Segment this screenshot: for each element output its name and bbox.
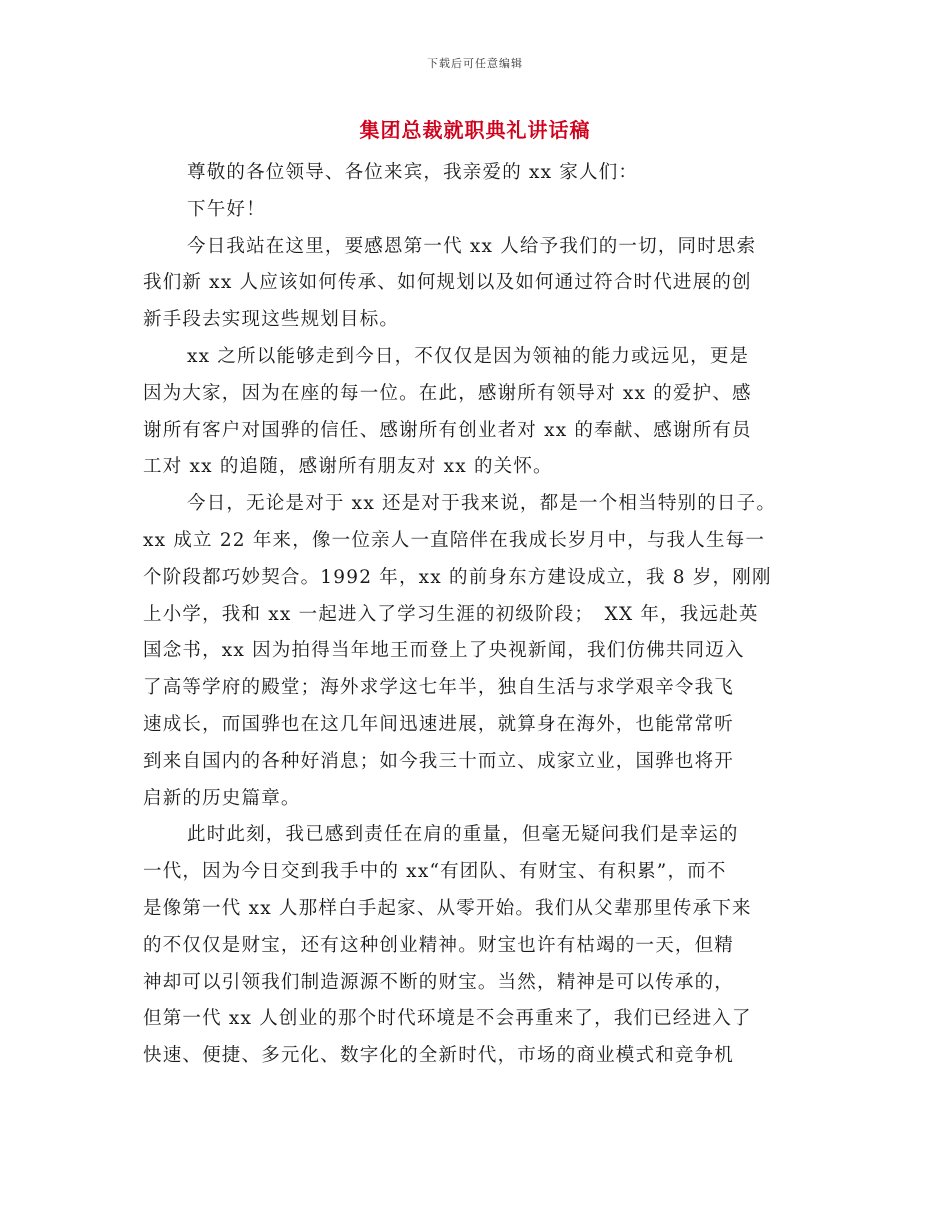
body-line: 速成长，而国骅也在这几年间迅速进展，就算身在海外，也能常常听 — [143, 713, 735, 735]
body-line: 一代，因为今日交到我手中的 xx“有团队、有财宝、有积累”，而不 — [143, 861, 727, 883]
body-line: 是像第一代 xx 人那样白手起家、从零开始。我们从父辈那里传承下来 — [143, 897, 752, 919]
body-line: 今日，无论是对于 xx 还是对于我来说，都是一个相当特别的日子。 — [187, 493, 777, 515]
body-line: 神却可以引领我们制造源源不断的财宝。当然，精神是可以传承的， — [143, 971, 735, 993]
document-body — [143, 155, 823, 1075]
body-line: 此时此刻，我已感到责任在肩的重量，但毫无疑问我们是幸运的 — [187, 824, 739, 846]
body-line: 但第一代 xx 人创业的那个时代环境是不会再重来了，我们已经进入了 — [143, 1008, 752, 1030]
body-line: 新手段去实现这些规划目标。 — [143, 309, 400, 331]
header-note: 下载后可任意编辑 — [427, 57, 523, 70]
body-line: 上小学，我和 xx 一起进入了学习生涯的初级阶段； XX 年，我远赴英 — [143, 603, 759, 625]
body-line: 我们新 xx 人应该如何传承、如何规划以及如何通过符合时代进展的创 — [143, 272, 752, 294]
body-line: 个阶段都巧妙契合。1992 年，xx 的前身东方建设成立，我 8 岁，刚刚 — [143, 566, 772, 588]
body-line: xx 成立 22 年来，像一位亲人一直陪伴在我成长岁月中，与我人生每一 — [143, 529, 766, 551]
body-line: 尊敬的各位领导、各位来宾，我亲爱的 xx 家人们： — [187, 162, 639, 183]
body-line: 工对 xx 的追随，感谢所有朋友对 xx 的关怀。 — [143, 456, 553, 478]
body-line: 国念书，xx 因为拍得当年地王而登上了央视新闻，我们仿佛共同迈入 — [143, 640, 745, 662]
body-line: 谢所有客户对国骅的信任、感谢所有创业者对 xx 的奉献、感谢所有员 — [143, 419, 752, 441]
document-title: 集团总裁就职典礼讲话稿 — [359, 118, 591, 142]
body-line: 了高等学府的殿堂；海外求学这七年半，独自生活与求学艰辛令我飞 — [143, 677, 735, 699]
body-line: 因为大家，因为在座的每一位。在此，感谢所有领导对 xx 的爱护、感 — [143, 382, 752, 404]
body-line: 下午好！ — [187, 198, 266, 220]
body-line: 到来自国内的各种好消息；如今我三十而立、成家立业，国骅也将开 — [143, 750, 735, 772]
body-line: 启新的历史篇章。 — [143, 787, 301, 809]
body-line: 快速、便捷、多元化、数字化的全新时代，市场的商业模式和竞争机 — [143, 1045, 735, 1067]
body-line: xx 之所以能够走到今日，不仅仅是因为领袖的能力或远见，更是 — [187, 345, 750, 367]
body-line: 今日我站在这里，要感恩第一代 xx 人给予我们的一切，同时思索 — [187, 235, 757, 257]
body-line: 的不仅仅是财宝，还有这种创业精神。财宝也许有枯竭的一天，但精 — [143, 934, 735, 956]
